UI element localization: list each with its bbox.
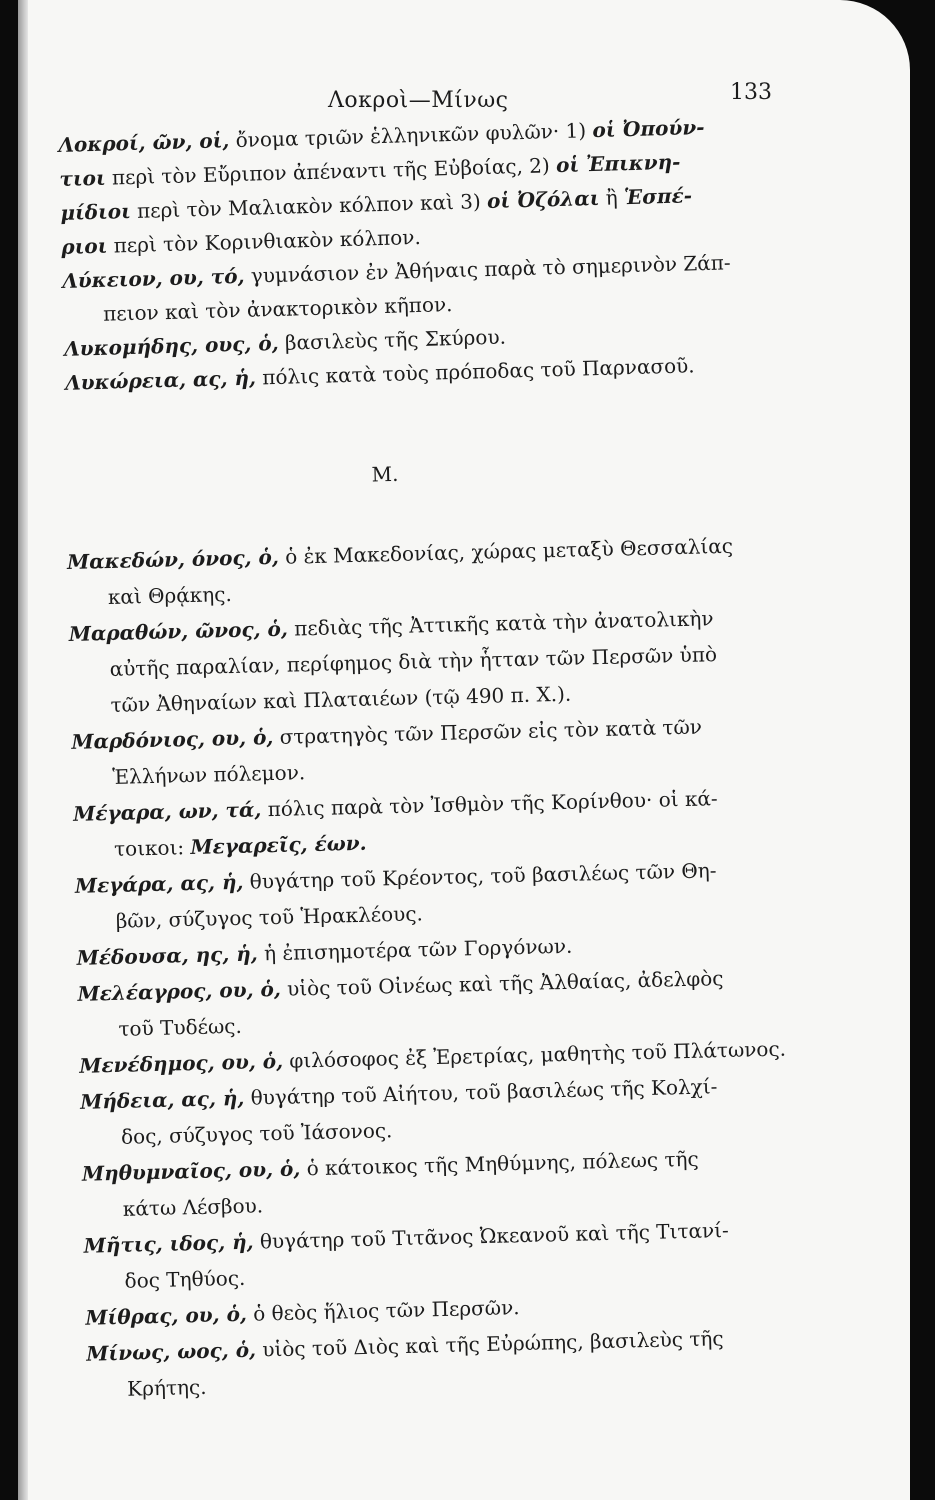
page-number: 133 — [730, 80, 772, 105]
entry-headword: Μενέδημος, ου, ὁ, — [79, 1048, 284, 1078]
entry-headword: μίδιοι — [60, 199, 132, 225]
book-page — [18, 0, 910, 1500]
section-mu-entries — [67, 525, 848, 1407]
entry-text: ὁ θεὸς ἥλιος τῶν Περσῶν. — [246, 1295, 520, 1326]
entry-text: ἡ ἐπισημοτέρα τῶν Γοργόνων. — [257, 933, 573, 966]
entry-text: πόλις παρὰ τὸν Ἰσθμὸν τῆς Κορίνθου· οἱ κά- — [261, 786, 718, 822]
entry-headword: Λυκομήδης, ους, ὁ, — [63, 330, 279, 361]
entry-headword: ριοι — [60, 233, 108, 259]
entry-text: δος, σύζυγος τοῦ Ἰάσονος. — [120, 1118, 393, 1149]
entry-headword: οἱ Ὀπούν- — [592, 114, 705, 143]
entry-headword: Μίνως, ωος, ὁ, — [86, 1337, 257, 1366]
entry-headword: Μίθρας, ου, ὁ, — [85, 1301, 248, 1330]
entry-text: πόλις κατὰ τοὺς πρόποδας τοῦ Παρνασοῦ. — [255, 353, 695, 390]
entry-headword: τιοι — [59, 165, 106, 191]
entry-headword: οἱ Ὀζόλαι — [486, 185, 600, 214]
entry-text: περὶ τὸν Μαλιακὸν κόλπον καὶ 3) — [130, 189, 488, 223]
entry-text: φιλόσοφος ἐξ Ἐρετρίας, μαθητὴς τοῦ Πλάτωνος. — [282, 1036, 787, 1073]
entry-text: γυμνάσιον ἐν Ἀθήναις παρὰ τὸ σημερινὸν Ζάπ- — [244, 250, 731, 288]
entry-headword: Μῆτις, ιδος, ἡ, — [83, 1229, 254, 1258]
dictionary-entry — [58, 107, 822, 264]
entry-text: θυγάτηρ τοῦ Τιτᾶνος Ὠκεανοῦ καὶ τῆς Τιτανί- — [253, 1218, 730, 1254]
letter-heading: Μ. — [371, 461, 399, 487]
entry-text: θυγάτηρ τοῦ Αἰήτου, τοῦ βασιλέως τῆς Κολχί- — [244, 1074, 718, 1110]
entry-text: Κρήτης. — [126, 1374, 207, 1401]
entry-headword: Μαρδόνιος, ου, ὁ, — [71, 725, 274, 754]
entry-text: πεδιὰς τῆς Ἀττικῆς κατὰ τὴν ἀνατολικὴν — [287, 606, 714, 641]
entry-text: Ἑλλήνων πόλεμον. — [111, 760, 306, 789]
entry-headword: Λύκειον, ου, τό, — [61, 263, 245, 293]
entry-headword: Μεγαρεῖς, έων. — [190, 830, 367, 860]
entry-text: ὄνομα τριῶν ἑλληνικῶν φυλῶν· 1) — [228, 118, 593, 153]
entry-headword: Ἑσπέ- — [623, 183, 693, 210]
entry-headword: Μέγαρα, ων, τά, — [72, 797, 262, 826]
entry-text: αὐτῆς παραλίαν, περίφημος διὰ τὴν ἧτταν τῶν Περσῶν ὑπὸ — [109, 642, 718, 681]
entry-headword: Μεγάρα, ας, ἡ, — [74, 869, 244, 898]
section-lambda — [58, 107, 825, 400]
entry-text: ὁ κάτοικος τῆς Μηθύμνης, πόλεως τῆς — [299, 1146, 699, 1181]
entry-text: υἱὸς τοῦ Οἰνέως καὶ τῆς Ἀλθαίας, ἀδελφὸς — [280, 966, 724, 1001]
entry-text: τοῦ Τυδέως. — [118, 1013, 243, 1041]
entry-headword: Μαραθών, ῶνος, ὁ, — [68, 616, 289, 646]
entry-headword: Μακεδών, όνος, ὁ, — [66, 544, 280, 574]
entry-text: περὶ τὸν Κορινθιακὸν κόλπον. — [106, 224, 422, 258]
running-title: Λοκροὶ—Μίνως — [328, 88, 509, 113]
section-mu — [66, 461, 847, 1407]
entry-headword: Λυκώρεια, ας, ἡ, — [64, 365, 257, 395]
entry-text: τοικοι: — [113, 835, 191, 861]
entry-headword: οἱ Ἐπικνη- — [555, 149, 681, 178]
entry-text: καὶ Θρᾴκης. — [107, 581, 233, 609]
dictionary-entry — [68, 597, 830, 724]
entry-text: δος Τηθύος. — [124, 1265, 246, 1293]
entry-text: ὁ ἐκ Μακεδονίας, χώρας μεταξὺ Θεσσαλίας — [278, 533, 734, 569]
entry-headword: Μηθυμναῖος, ου, ὁ, — [81, 1156, 301, 1186]
entry-text: υἱὸς τοῦ Διὸς καὶ τῆς Εὐρώπης, βασιλεὺς τῆς — [255, 1326, 724, 1362]
entry-text: πειον καὶ τὸν ἀνακτορικὸν κῆπον. — [102, 292, 453, 326]
entry-headword: Μελέαγρος, ου, ὁ, — [77, 976, 282, 1006]
entry-headword: Μέδουσα, ης, ἡ, — [76, 941, 259, 970]
entry-text: θυγάτηρ τοῦ Κρέοντος, τοῦ βασιλέως τῶν Θη- — [243, 858, 717, 894]
entry-text: κάτω Λέσβου. — [122, 1193, 264, 1221]
entry-text: βῶν, σύζυγος τοῦ Ἡρακλέους. — [115, 901, 424, 933]
entry-headword: Λοκροί, ῶν, οἱ, — [58, 128, 230, 157]
entry-text: στρατηγὸς τῶν Περσῶν εἰς τὸν κατὰ τῶν — [273, 714, 703, 749]
entry-text: περὶ τὸν Εὔριπον ἀπέναντι τῆς Εὐβοίας, 2) — [105, 153, 557, 190]
entry-text: τῶν Ἀθηναίων καὶ Πλαταιέων (τῷ 490 π. Χ.). — [110, 681, 572, 717]
entry-headword: Μήδεια, ας, ἡ, — [79, 1085, 245, 1114]
entry-text: ἢ — [598, 185, 625, 210]
page-spine-shadow — [18, 0, 28, 1500]
entry-text: βασιλεὺς τῆς Σκύρου. — [278, 324, 507, 355]
